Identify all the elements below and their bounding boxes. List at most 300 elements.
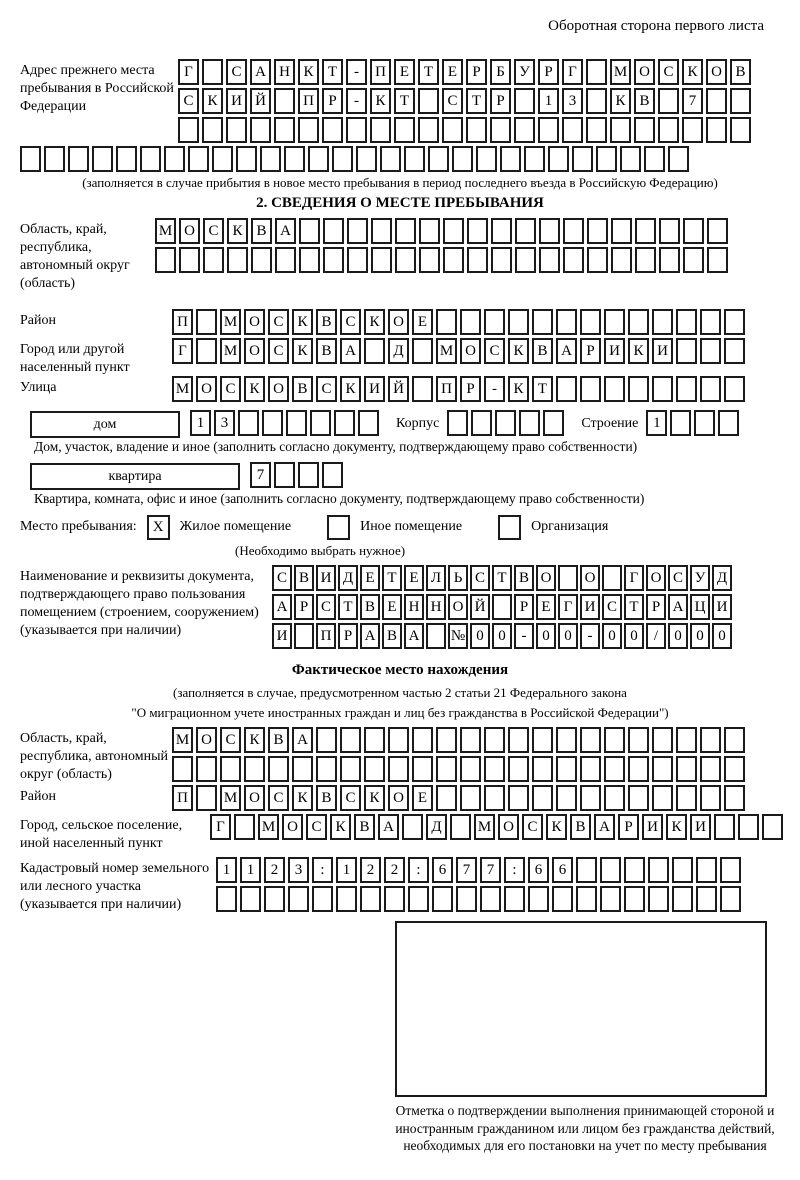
- char-cell-row: [172, 785, 780, 811]
- char-cell: 2: [264, 857, 285, 883]
- char-cell: 1: [190, 410, 211, 436]
- char-cell: 0: [558, 623, 578, 649]
- char-cell: С: [522, 814, 543, 840]
- char-cell: [580, 309, 601, 335]
- char-cell-row: [172, 338, 780, 364]
- char-cell: А: [594, 814, 615, 840]
- char-cell: [648, 886, 669, 912]
- char-cell: -: [514, 623, 534, 649]
- char-cell: К: [227, 218, 248, 244]
- char-cell: [436, 756, 457, 782]
- char-cell: Д: [426, 814, 447, 840]
- stay-type-label: Место пребывания:: [20, 519, 137, 535]
- char-cell: [491, 247, 512, 273]
- char-cell: [274, 462, 295, 488]
- char-cell: О: [460, 338, 481, 364]
- char-cell-row: [178, 88, 780, 114]
- char-cell: [576, 886, 597, 912]
- char-cell: [432, 886, 453, 912]
- char-cell: [720, 886, 741, 912]
- char-cell: [538, 117, 559, 143]
- char-cell: [600, 886, 621, 912]
- char-cell: О: [179, 218, 200, 244]
- char-cell: О: [580, 565, 600, 591]
- char-cell: [563, 218, 584, 244]
- char-cell: Р: [618, 814, 639, 840]
- char-cell: Е: [442, 59, 463, 85]
- char-cell: [714, 814, 735, 840]
- char-cell: [572, 146, 593, 172]
- char-cell: А: [340, 338, 361, 364]
- char-cell: [179, 247, 200, 273]
- char-cell: [539, 247, 560, 273]
- char-cell: К: [364, 309, 385, 335]
- char-cell: 0: [602, 623, 622, 649]
- char-cell: [587, 218, 608, 244]
- stamp-area: [380, 921, 790, 1155]
- char-cell: О: [244, 338, 265, 364]
- char-cell: [504, 886, 525, 912]
- char-cell: [450, 814, 471, 840]
- char-cell: М: [436, 338, 457, 364]
- char-cell: [216, 886, 237, 912]
- char-cell: [262, 410, 283, 436]
- street-label: Улица: [20, 380, 57, 396]
- actual-location-title: Фактическое место нахождения: [291, 662, 509, 679]
- char-cell: Т: [394, 88, 415, 114]
- apartment-number-cells: [250, 462, 346, 488]
- char-cell: [480, 886, 501, 912]
- confirmation-stamp-box: [395, 921, 767, 1097]
- stamp-caption: Отметка о подтверждении выполнения принимающей стороной и иностранным гражданином или лицом без гражданства действий, необходимых для его постановки на учет по месту пребывания: [395, 1103, 775, 1154]
- char-cell: А: [275, 218, 296, 244]
- char-cell: [700, 376, 721, 402]
- char-cell: [762, 814, 783, 840]
- char-cell: С: [178, 88, 199, 114]
- char-cell: [202, 117, 223, 143]
- char-cell: Е: [360, 565, 380, 591]
- char-cell: [460, 727, 481, 753]
- char-cell: [563, 247, 584, 273]
- char-cell: [467, 247, 488, 273]
- char-cell: [268, 756, 289, 782]
- char-cell: [492, 594, 512, 620]
- char-cell: [586, 117, 607, 143]
- char-cell-row: [172, 727, 780, 753]
- char-cell: [600, 857, 621, 883]
- char-cell: [322, 462, 343, 488]
- char-cell: С: [268, 338, 289, 364]
- char-cell: [292, 756, 313, 782]
- char-cell: [395, 247, 416, 273]
- char-cell: И: [712, 594, 732, 620]
- char-cell: О: [448, 594, 468, 620]
- char-cell: [604, 727, 625, 753]
- char-cell: С: [268, 785, 289, 811]
- char-cell: [652, 309, 673, 335]
- char-cell: О: [388, 309, 409, 335]
- char-cell: [624, 886, 645, 912]
- char-cell: С: [203, 218, 224, 244]
- char-cell: В: [316, 309, 337, 335]
- char-cell: [556, 727, 577, 753]
- char-cell: К: [610, 88, 631, 114]
- char-cell-row: [178, 117, 780, 143]
- char-cell: [380, 146, 401, 172]
- street-field: [20, 376, 780, 405]
- char-cell: [274, 88, 295, 114]
- char-cell: И: [580, 594, 600, 620]
- char-cell: К: [292, 338, 313, 364]
- char-cell: [500, 146, 521, 172]
- char-cell: М: [220, 785, 241, 811]
- char-cell: А: [378, 814, 399, 840]
- char-cell: [491, 218, 512, 244]
- char-cell: 2: [384, 857, 405, 883]
- char-cell: С: [268, 309, 289, 335]
- char-cell: С: [340, 309, 361, 335]
- char-cell: 0: [668, 623, 688, 649]
- char-cell: Р: [580, 338, 601, 364]
- char-cell: П: [316, 623, 336, 649]
- char-cell: [336, 886, 357, 912]
- char-cell: [635, 247, 656, 273]
- char-cell: К: [628, 338, 649, 364]
- char-cell: В: [292, 376, 313, 402]
- char-cell: [519, 410, 540, 436]
- char-cell: [299, 247, 320, 273]
- char-cell: [683, 247, 704, 273]
- document-label: Наименование и реквизиты документа, подтверждающего право пользования помещением (строением, сооружением) (указывается при наличии): [20, 569, 259, 639]
- char-cell: 6: [552, 857, 573, 883]
- char-cell: О: [196, 727, 217, 753]
- char-cell: Е: [382, 594, 402, 620]
- char-cell: [436, 727, 457, 753]
- char-cell: Г: [562, 59, 583, 85]
- char-cell: [602, 565, 622, 591]
- char-cell: Т: [532, 376, 553, 402]
- char-cell: [514, 117, 535, 143]
- char-cell: В: [730, 59, 751, 85]
- char-cell: [652, 376, 673, 402]
- char-cell: [418, 117, 439, 143]
- char-cell: [412, 727, 433, 753]
- char-cell: Б: [490, 59, 511, 85]
- char-cell: А: [556, 338, 577, 364]
- char-cell: [738, 814, 759, 840]
- char-cell: [508, 756, 529, 782]
- char-cell-row: [272, 565, 780, 591]
- char-cell: [274, 117, 295, 143]
- char-cell: [155, 247, 176, 273]
- char-cell: [700, 309, 721, 335]
- document-field: [20, 565, 780, 652]
- char-cell: А: [272, 594, 292, 620]
- char-cell: Г: [558, 594, 578, 620]
- char-cell: [659, 218, 680, 244]
- char-cell: Г: [178, 59, 199, 85]
- char-cell: И: [364, 376, 385, 402]
- char-cell: [404, 146, 425, 172]
- char-cell: [676, 756, 697, 782]
- char-cell: [356, 146, 377, 172]
- char-cell: С: [226, 59, 247, 85]
- stroenie-cells: [646, 410, 742, 436]
- char-cell: [323, 218, 344, 244]
- char-cell: [515, 247, 536, 273]
- char-cell: Й: [250, 88, 271, 114]
- char-cell: К: [546, 814, 567, 840]
- char-cell: 0: [624, 623, 644, 649]
- char-cell-row: [216, 886, 780, 912]
- char-cell: Й: [388, 376, 409, 402]
- char-cell: [310, 410, 331, 436]
- char-cell: [724, 785, 745, 811]
- char-cell-row: [210, 814, 786, 840]
- char-cell: [294, 623, 314, 649]
- char-cell: [515, 218, 536, 244]
- char-cell: [532, 756, 553, 782]
- char-cell: И: [316, 565, 336, 591]
- char-cell-row: [216, 857, 780, 883]
- char-cell: Р: [338, 623, 358, 649]
- char-cell: И: [690, 814, 711, 840]
- char-cell: [556, 785, 577, 811]
- char-cell: П: [298, 88, 319, 114]
- char-cell: [587, 247, 608, 273]
- char-cell: 7: [682, 88, 703, 114]
- char-cell: 3: [288, 857, 309, 883]
- char-cell: [251, 247, 272, 273]
- korpus-label: Корпус: [396, 416, 440, 432]
- char-cell: К: [298, 59, 319, 85]
- char-cell: Г: [172, 338, 193, 364]
- char-cell: [288, 886, 309, 912]
- char-cell: [298, 117, 319, 143]
- char-cell: [611, 218, 632, 244]
- char-cell: [371, 218, 392, 244]
- char-cell: [628, 756, 649, 782]
- char-cell: [196, 309, 217, 335]
- district-label: Район: [20, 312, 56, 328]
- char-cell: [683, 218, 704, 244]
- char-cell: [323, 247, 344, 273]
- char-cell: Р: [294, 594, 314, 620]
- char-cell: №: [448, 623, 468, 649]
- char-cell: К: [330, 814, 351, 840]
- char-cell: 2: [360, 857, 381, 883]
- char-cell: [670, 410, 691, 436]
- char-cell: [676, 727, 697, 753]
- other-premises-option-label: Иное помещение: [360, 519, 463, 535]
- char-cell: А: [404, 623, 424, 649]
- char-cell: Р: [490, 88, 511, 114]
- char-cell: [340, 727, 361, 753]
- char-cell: М: [474, 814, 495, 840]
- char-cell: В: [360, 594, 380, 620]
- char-cell: [676, 376, 697, 402]
- page-header-note: Оборотная сторона первого листа: [548, 18, 764, 34]
- char-cell: В: [316, 338, 337, 364]
- char-cell: М: [155, 218, 176, 244]
- char-cell: [394, 117, 415, 143]
- char-cell: [196, 785, 217, 811]
- char-cell: О: [268, 376, 289, 402]
- char-cell: [586, 88, 607, 114]
- char-cell: Е: [404, 565, 424, 591]
- char-cell: И: [226, 88, 247, 114]
- char-cell: Р: [466, 59, 487, 85]
- char-cell: [203, 247, 224, 273]
- char-cell: М: [172, 727, 193, 753]
- char-cell: С: [602, 594, 622, 620]
- char-cell: [360, 886, 381, 912]
- char-cell: [466, 117, 487, 143]
- char-cell: А: [668, 594, 688, 620]
- char-cell: [212, 146, 233, 172]
- char-cell: 3: [562, 88, 583, 114]
- char-cell: [140, 146, 161, 172]
- actual-city-field: [20, 814, 780, 853]
- char-cell: [694, 410, 715, 436]
- char-cell: :: [312, 857, 333, 883]
- char-cell: С: [316, 376, 337, 402]
- char-cell: Е: [412, 309, 433, 335]
- char-cell: В: [514, 565, 534, 591]
- char-cell: [402, 814, 423, 840]
- char-cell: Е: [536, 594, 556, 620]
- char-cell: А: [250, 59, 271, 85]
- char-cell: 1: [216, 857, 237, 883]
- char-cell: [658, 117, 679, 143]
- prev-address-field: [20, 59, 780, 146]
- char-cell: [286, 410, 307, 436]
- char-cell: 6: [528, 857, 549, 883]
- char-cell: К: [370, 88, 391, 114]
- char-cell-row: [272, 594, 780, 620]
- char-cell-row: [172, 756, 780, 782]
- char-cell: [724, 309, 745, 335]
- char-cell: [308, 146, 329, 172]
- char-cell: /: [646, 623, 666, 649]
- char-cell: [384, 886, 405, 912]
- char-cell: П: [436, 376, 457, 402]
- char-cell: [275, 247, 296, 273]
- char-cell: [495, 410, 516, 436]
- char-cell: 1: [538, 88, 559, 114]
- char-cell: К: [508, 376, 529, 402]
- char-cell: Е: [412, 785, 433, 811]
- char-cell: [676, 785, 697, 811]
- char-cell: [484, 756, 505, 782]
- char-cell-row: [155, 218, 780, 244]
- char-cell-row: [172, 376, 780, 402]
- char-cell: [460, 756, 481, 782]
- char-cell: Т: [382, 565, 402, 591]
- char-cell: [395, 218, 416, 244]
- char-cell: В: [251, 218, 272, 244]
- char-cell: [556, 309, 577, 335]
- char-cell: [634, 117, 655, 143]
- char-cell: [724, 338, 745, 364]
- char-cell-row: [155, 247, 780, 273]
- char-cell: А: [292, 727, 313, 753]
- char-cell: 7: [480, 857, 501, 883]
- char-cell: [238, 410, 259, 436]
- char-cell: [347, 247, 368, 273]
- char-cell: [220, 756, 241, 782]
- apartment-row: [20, 462, 780, 490]
- char-cell: [682, 117, 703, 143]
- house-caption: Дом, участок, владение и иное (заполнить согласно документу, подтверждающему право собственности): [34, 439, 638, 455]
- char-cell: [236, 146, 257, 172]
- char-cell: Л: [426, 565, 446, 591]
- char-cell: [234, 814, 255, 840]
- char-cell: И: [272, 623, 292, 649]
- char-cell: [484, 785, 505, 811]
- section2-title: 2. СВЕДЕНИЯ О МЕСТЕ ПРЕБЫВАНИЯ: [256, 195, 544, 211]
- char-cell: [580, 785, 601, 811]
- char-cell: 0: [536, 623, 556, 649]
- char-cell: [556, 376, 577, 402]
- stay-type-note: (Необходимо выбрать нужное): [235, 543, 406, 559]
- cadastral-field: [20, 857, 780, 915]
- char-cell-row-full: [20, 146, 780, 172]
- char-cell: [548, 146, 569, 172]
- char-cell: С: [316, 594, 336, 620]
- char-cell: Е: [394, 59, 415, 85]
- char-cell: [408, 886, 429, 912]
- char-cell: [364, 338, 385, 364]
- char-cell: [364, 727, 385, 753]
- char-cell: [244, 756, 265, 782]
- char-cell: П: [172, 785, 193, 811]
- char-cell: [628, 309, 649, 335]
- char-cell: Д: [388, 338, 409, 364]
- prev-address-label: Адрес прежнего места пребывания в Российской Федерации: [20, 63, 174, 114]
- char-cell: [312, 886, 333, 912]
- char-cell: [604, 376, 625, 402]
- char-cell: [316, 756, 337, 782]
- char-cell: [447, 410, 468, 436]
- char-cell: [227, 247, 248, 273]
- stroenie-label: Строение: [581, 416, 639, 432]
- char-cell: [460, 785, 481, 811]
- char-cell: [580, 376, 601, 402]
- char-cell: М: [220, 338, 241, 364]
- char-cell: В: [382, 623, 402, 649]
- char-cell: Р: [460, 376, 481, 402]
- char-cell: В: [532, 338, 553, 364]
- char-cell: [700, 756, 721, 782]
- char-cell: С: [306, 814, 327, 840]
- char-cell: С: [668, 565, 688, 591]
- char-cell: Н: [274, 59, 295, 85]
- char-cell: :: [408, 857, 429, 883]
- char-cell: С: [220, 727, 241, 753]
- char-cell: [628, 376, 649, 402]
- char-cell: Ь: [448, 565, 468, 591]
- stay-type-row: [20, 514, 780, 540]
- char-cell: [358, 410, 379, 436]
- char-cell: [558, 565, 578, 591]
- char-cell: [528, 886, 549, 912]
- char-cell: Т: [492, 565, 512, 591]
- char-cell: 1: [240, 857, 261, 883]
- char-cell: Д: [338, 565, 358, 591]
- char-cell: О: [536, 565, 556, 591]
- char-cell: [624, 857, 645, 883]
